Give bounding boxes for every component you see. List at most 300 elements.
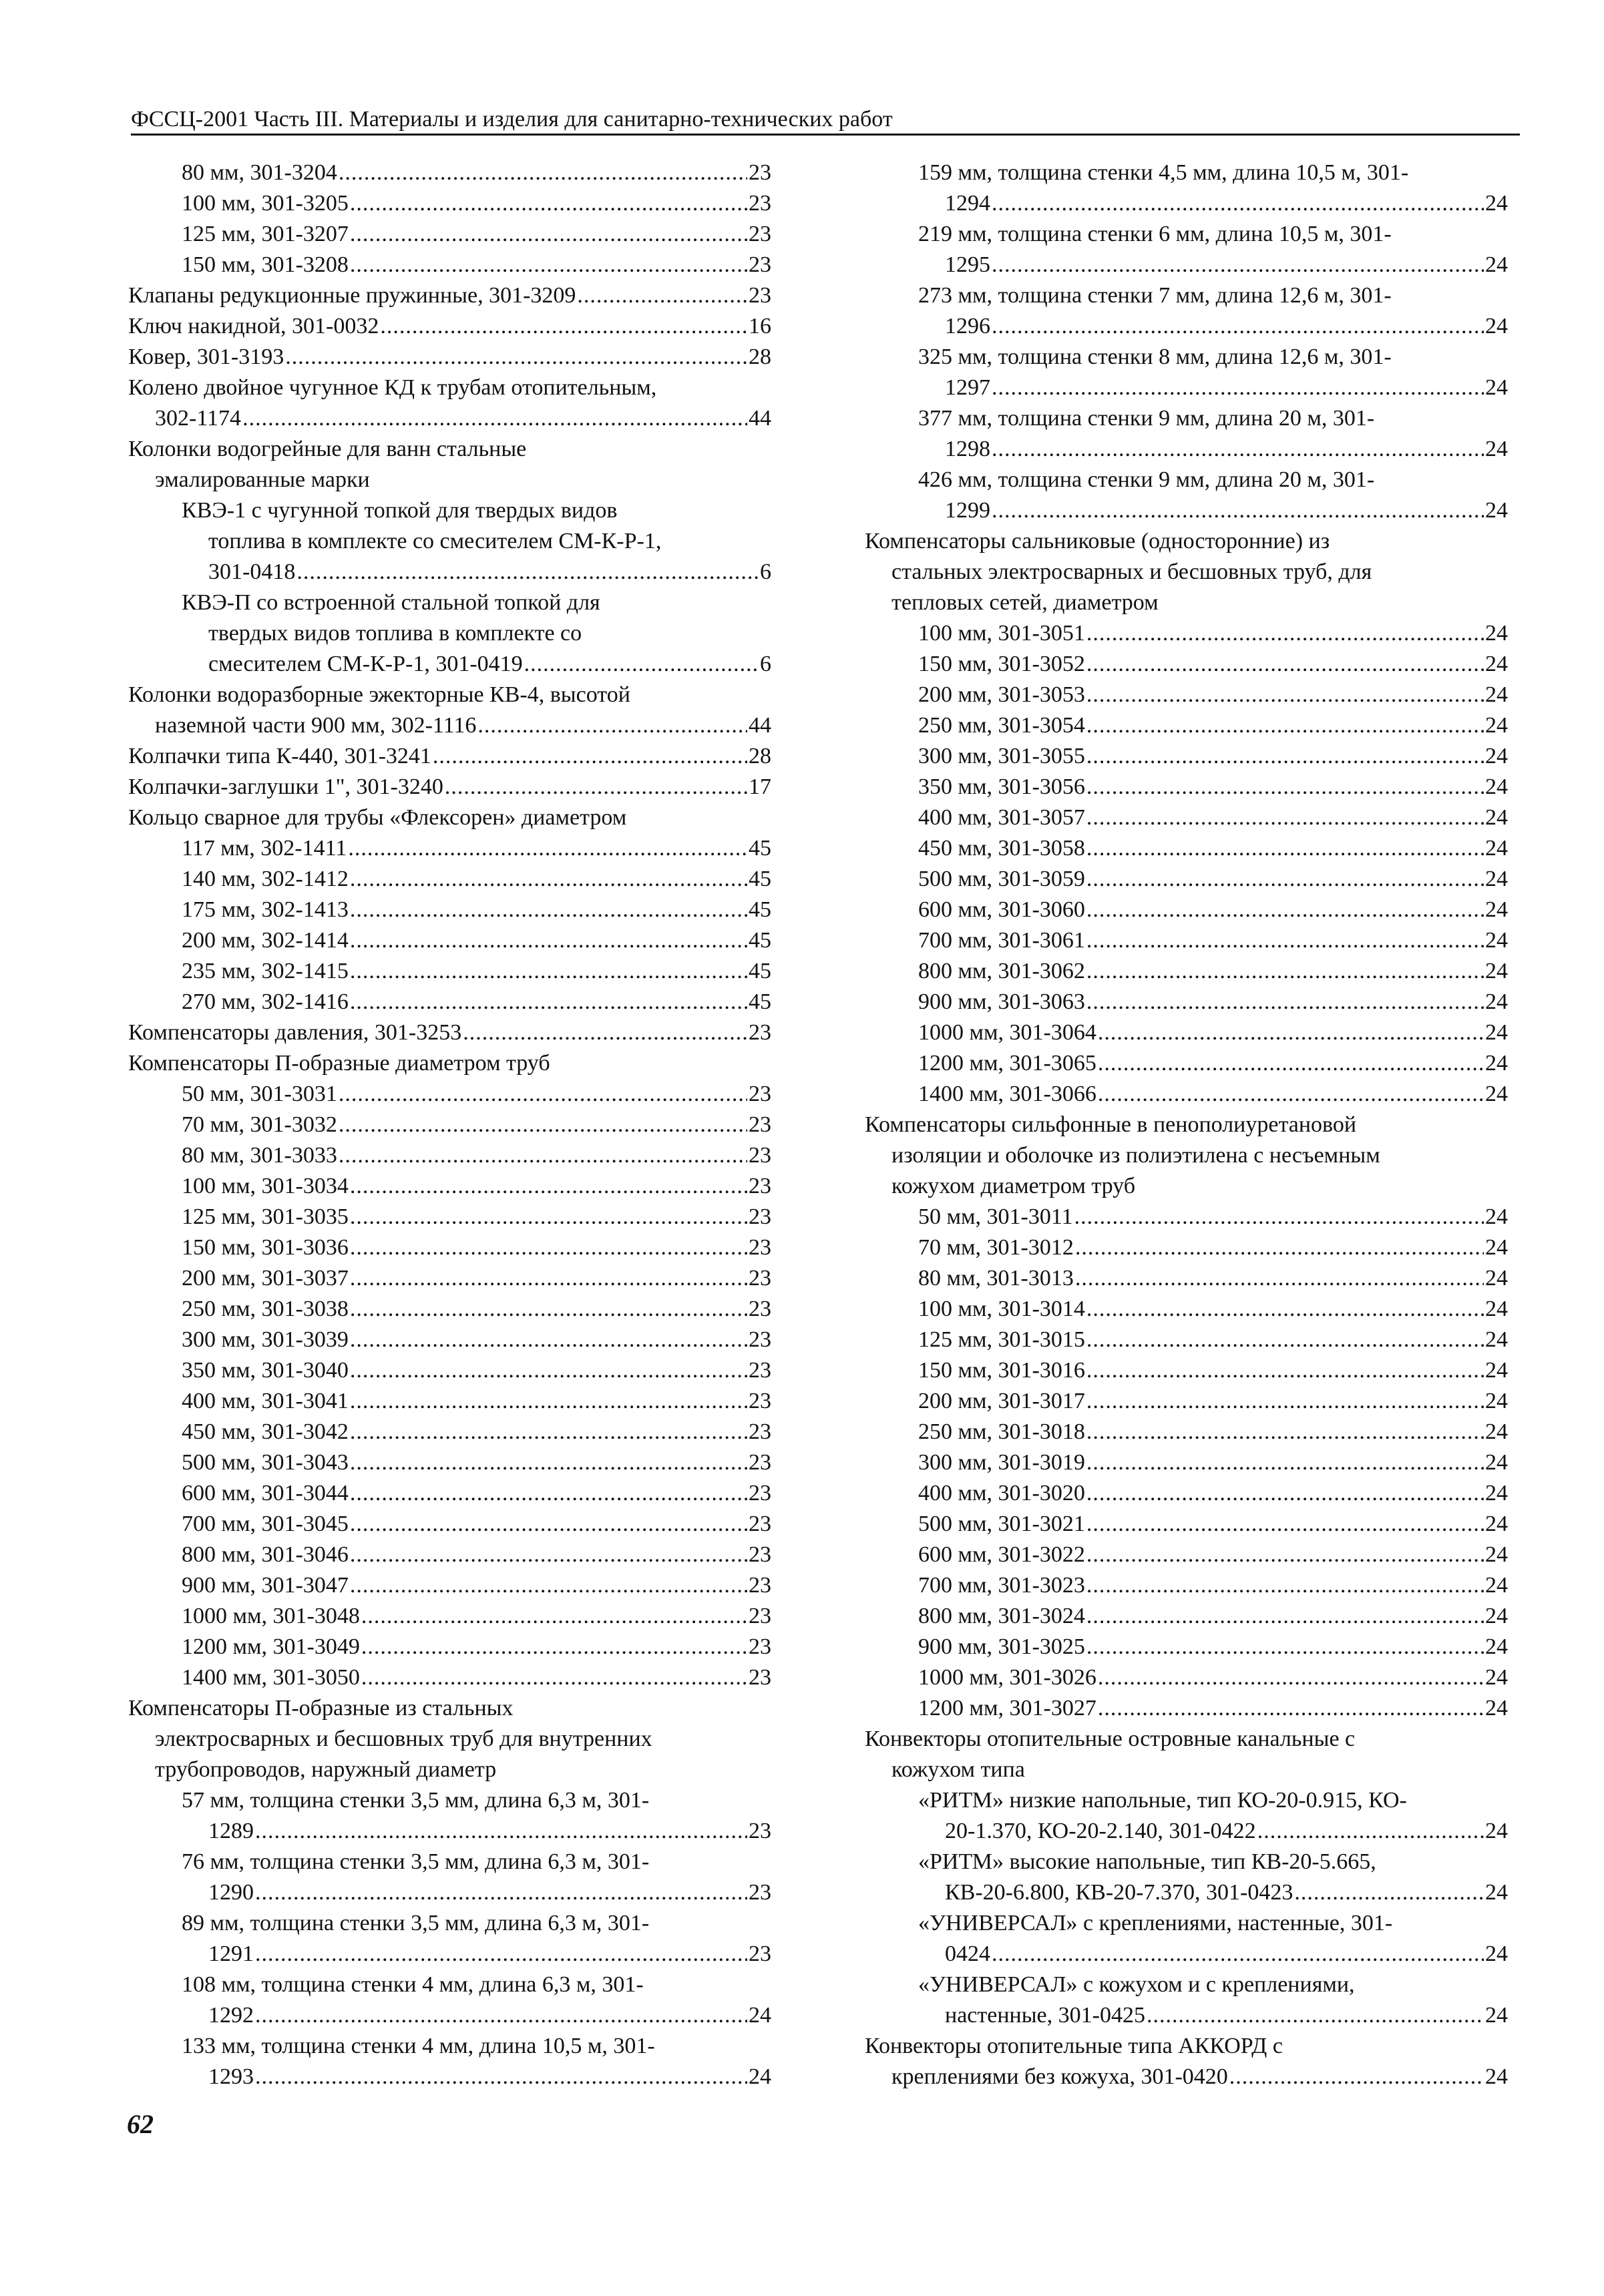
dot-leader <box>242 403 747 434</box>
index-entry <box>128 1048 771 1079</box>
entry-page: 23 <box>749 1604 771 1628</box>
dot-leader <box>350 987 747 1017</box>
entry-page: 24 <box>749 2003 771 2028</box>
dot-leader <box>350 1570 747 1601</box>
index-entry <box>865 158 1508 188</box>
entry-text: 133 мм, толщина стенки 4 мм, длина 10,5 м, 301- <box>182 2034 655 2058</box>
entry-page: 24 <box>1485 621 1508 646</box>
dot-leader <box>350 1447 747 1478</box>
entry-text: Кольцо сварное для трубы «Флексорен» диаметром <box>128 805 627 830</box>
dot-leader <box>350 956 747 987</box>
entry-page: 24 <box>1485 1266 1508 1291</box>
index-entry <box>865 618 1508 649</box>
entry-text: Колонки водоразборные эжекторные КВ-4, высотой <box>128 682 630 707</box>
index-entry <box>865 2062 1508 2092</box>
dot-leader <box>1086 1509 1484 1540</box>
entry-text: 900 мм, 301-3047 <box>182 1573 349 1598</box>
entry-text: КВЭ-П со встроенной стальной топкой для <box>182 590 600 615</box>
index-entry <box>865 680 1508 710</box>
entry-page: 24 <box>1485 1204 1508 1229</box>
index-entry <box>128 403 771 434</box>
index-entry <box>865 1877 1508 1908</box>
dot-leader <box>1098 1693 1484 1724</box>
index-entry <box>128 1232 771 1263</box>
entry-text: 500 мм, 301-3059 <box>918 867 1085 891</box>
entry-text: КВ-20-6.800, КВ-20-7.370, 301-0423 <box>945 1880 1293 1905</box>
entry-text: Колпачки-заглушки 1", 301-3240 <box>128 774 443 799</box>
index-entry <box>128 588 771 618</box>
entry-text: 200 мм, 301-3053 <box>918 682 1085 707</box>
entry-text: 250 мм, 301-3054 <box>918 713 1085 738</box>
index-entry <box>128 1325 771 1355</box>
dot-leader <box>433 741 747 772</box>
dot-leader <box>1257 1816 1484 1847</box>
entry-text: 150 мм, 301-3208 <box>182 252 349 277</box>
entry-text: 377 мм, толщина стенки 9 мм, длина 20 м, 301- <box>918 406 1375 431</box>
index-entry <box>865 1294 1508 1325</box>
entry-text: 400 мм, 301-3020 <box>918 1481 1085 1506</box>
entry-page: 24 <box>1485 774 1508 799</box>
dot-leader <box>1086 1355 1484 1386</box>
index-entry <box>128 864 771 895</box>
entry-text: «УНИВЕРСАЛ» с креплениями, настенные, 301- <box>918 1911 1393 1935</box>
entry-text: 159 мм, толщина стенки 4,5 мм, длина 10,5 м, 301- <box>918 160 1409 185</box>
entry-text: Клапаны редукционные пружинные, 301-3209 <box>128 283 576 308</box>
entry-text: 301-0418 <box>208 559 296 584</box>
index-entry <box>128 987 771 1017</box>
dot-leader <box>1086 895 1484 925</box>
entry-text: 175 мм, 302-1413 <box>182 897 349 922</box>
entry-page: 24 <box>1485 1604 1508 1628</box>
entry-page: 24 <box>1485 682 1508 707</box>
dot-leader <box>1074 1202 1484 1232</box>
dot-leader <box>1098 1079 1484 1110</box>
page-number: 62 <box>127 2109 154 2139</box>
entry-text: 200 мм, 301-3037 <box>182 1266 349 1291</box>
dot-leader <box>350 1232 747 1263</box>
entry-page: 23 <box>749 1542 771 1567</box>
entry-page: 23 <box>749 222 771 246</box>
dot-leader <box>1086 680 1484 710</box>
entry-text: электросварных и бесшовных труб для внутренних <box>155 1727 652 1751</box>
index-entry <box>128 526 771 557</box>
entry-text: 600 мм, 301-3060 <box>918 897 1085 922</box>
entry-text: 1400 мм, 301-3050 <box>182 1665 360 1690</box>
entry-page: 23 <box>749 160 771 185</box>
index-entry <box>865 1232 1508 1263</box>
index-entry <box>128 772 771 802</box>
entry-page: 23 <box>749 1573 771 1598</box>
dot-leader <box>1086 1632 1484 1662</box>
dot-leader <box>255 2062 747 2092</box>
entry-page: 24 <box>1485 897 1508 922</box>
dot-leader <box>992 311 1484 342</box>
entry-page: 24 <box>1485 1819 1508 1843</box>
index-entry <box>865 526 1508 557</box>
entry-text: 350 мм, 301-3040 <box>182 1358 349 1383</box>
entry-page: 23 <box>749 1204 771 1229</box>
entry-text: 150 мм, 301-3052 <box>918 652 1085 676</box>
entry-page: 23 <box>749 1941 771 1966</box>
dot-leader <box>1294 1877 1484 1908</box>
index-entry <box>865 1908 1508 1939</box>
entry-text: 125 мм, 301-3207 <box>182 222 349 246</box>
dot-leader <box>1086 1570 1484 1601</box>
dot-leader <box>1075 1232 1484 1263</box>
dot-leader <box>350 925 747 956</box>
index-entry <box>865 802 1508 833</box>
entry-text: 1290 <box>208 1880 254 1905</box>
entry-text: 325 мм, толщина стенки 8 мм, длина 12,6 м, 301- <box>918 345 1392 369</box>
entry-text: 1000 мм, 301-3048 <box>182 1604 360 1628</box>
entry-text: тепловых сетей, диаметром <box>891 590 1159 615</box>
index-entry <box>128 1447 771 1478</box>
entry-text: КВЭ-1 с чугунной топкой для твердых видов <box>182 498 618 523</box>
dot-leader <box>463 1017 747 1048</box>
dot-leader <box>1086 649 1484 680</box>
dot-leader <box>296 557 759 588</box>
index-entry <box>128 280 771 311</box>
entry-text: 270 мм, 302-1416 <box>182 989 349 1014</box>
entry-page: 24 <box>1485 1512 1508 1536</box>
index-entry <box>865 1847 1508 1877</box>
index-entry <box>128 2062 771 2092</box>
dot-leader <box>255 1939 747 1970</box>
entry-page: 23 <box>749 1327 771 1352</box>
index-entry <box>865 1202 1508 1232</box>
entry-page: 24 <box>1485 1696 1508 1720</box>
entry-text: Компенсаторы П-образные диаметром труб <box>128 1051 550 1076</box>
entry-page: 44 <box>749 406 771 431</box>
entry-page: 23 <box>749 1143 771 1168</box>
entry-text: 100 мм, 301-3205 <box>182 191 349 216</box>
entry-page: 24 <box>1485 252 1508 277</box>
index-entry <box>865 649 1508 680</box>
dot-leader <box>1086 741 1484 772</box>
index-entry <box>128 956 771 987</box>
index-entry <box>865 1570 1508 1601</box>
dot-leader <box>1086 802 1484 833</box>
entry-page: 16 <box>749 314 771 338</box>
index-entry <box>865 588 1508 618</box>
entry-text: топлива в комплекте со смесителем СМ-К-Р-1, <box>208 529 662 553</box>
index-entry <box>128 465 771 495</box>
entry-text: 1000 мм, 301-3064 <box>918 1020 1096 1045</box>
index-entry <box>128 1877 771 1908</box>
entry-page: 45 <box>749 836 771 861</box>
entry-page: 45 <box>749 897 771 922</box>
entry-page: 24 <box>1485 1665 1508 1690</box>
index-entry <box>865 403 1508 434</box>
dot-leader <box>350 864 747 895</box>
entry-page: 23 <box>749 283 771 308</box>
entry-text: 1298 <box>945 437 990 461</box>
index-entry <box>865 1632 1508 1662</box>
index-entry <box>865 1509 1508 1540</box>
index-entry <box>128 219 771 250</box>
index-entry <box>128 1017 771 1048</box>
entry-page: 24 <box>1485 191 1508 216</box>
index-entry <box>128 895 771 925</box>
dot-leader <box>339 1140 747 1171</box>
index-entry <box>128 1632 771 1662</box>
entry-text: Конвекторы отопительные островные канальные с <box>865 1727 1356 1751</box>
dot-leader <box>255 1816 747 1847</box>
dot-leader <box>992 1939 1484 1970</box>
entry-text: 50 мм, 301-3031 <box>182 1082 337 1106</box>
dot-leader <box>992 250 1484 280</box>
entry-page: 23 <box>749 1082 771 1106</box>
entry-page: 44 <box>749 713 771 738</box>
entry-text: кожухом типа <box>891 1757 1025 1782</box>
dot-leader <box>1086 925 1484 956</box>
index-entry <box>865 219 1508 250</box>
index-entry <box>128 1693 771 1724</box>
entry-text: 900 мм, 301-3063 <box>918 989 1085 1014</box>
index-entry <box>865 1140 1508 1171</box>
index-entry <box>128 373 771 403</box>
dot-leader <box>992 188 1484 219</box>
entry-page: 24 <box>1485 2064 1508 2089</box>
dot-leader <box>361 1662 747 1693</box>
entry-text: 125 мм, 301-3015 <box>918 1327 1085 1352</box>
entry-text: 200 мм, 302-1414 <box>182 928 349 953</box>
entry-page: 6 <box>760 652 771 676</box>
entry-text: Колено двойное чугунное КД к трубам отопительным, <box>128 375 657 400</box>
entry-text: 1295 <box>945 252 990 277</box>
index-entry <box>865 1079 1508 1110</box>
index-entry <box>128 1079 771 1110</box>
index-entry <box>128 1140 771 1171</box>
index-entry <box>128 311 771 342</box>
entry-text: креплениями без кожуха, 301-0420 <box>891 2064 1228 2089</box>
entry-text: 800 мм, 301-3024 <box>918 1604 1085 1628</box>
index-entry <box>865 495 1508 526</box>
index-entry <box>865 1785 1508 1816</box>
dot-leader <box>350 1263 747 1294</box>
dot-leader <box>285 342 747 373</box>
dot-leader <box>339 158 747 188</box>
dot-leader <box>1098 1048 1484 1079</box>
dot-leader <box>577 280 747 311</box>
index-entry <box>128 495 771 526</box>
entry-page: 24 <box>1485 1880 1508 1905</box>
index-entry <box>865 1540 1508 1570</box>
dot-leader <box>348 833 747 864</box>
entry-text: 235 мм, 302-1415 <box>182 959 349 983</box>
entry-text: 140 мм, 302-1412 <box>182 867 349 891</box>
entry-text: 70 мм, 301-3032 <box>182 1112 337 1137</box>
entry-text: твердых видов топлива в комплекте со <box>208 621 582 646</box>
index-entry <box>865 1816 1508 1847</box>
dot-leader <box>445 772 747 802</box>
entry-text: смесителем СМ-К-Р-1, 301-0419 <box>208 652 523 676</box>
entry-page: 24 <box>1485 744 1508 768</box>
dot-leader <box>350 1294 747 1325</box>
index-entry <box>128 1355 771 1386</box>
entry-page: 24 <box>749 2064 771 2089</box>
entry-page: 23 <box>749 1880 771 1905</box>
index-entry <box>865 1171 1508 1202</box>
dot-leader <box>361 1601 747 1632</box>
index-entry <box>865 864 1508 895</box>
dot-leader <box>992 495 1484 526</box>
entry-page: 28 <box>749 744 771 768</box>
entry-text: 150 мм, 301-3016 <box>918 1358 1085 1383</box>
index-entry <box>128 1478 771 1509</box>
dot-leader <box>380 311 747 342</box>
entry-text: 700 мм, 301-3045 <box>182 1512 349 1536</box>
index-entry <box>865 188 1508 219</box>
entry-text: 20-1.370, КО-20-2.140, 301-0422 <box>945 1819 1256 1843</box>
entry-page: 24 <box>1485 437 1508 461</box>
entry-text: 1000 мм, 301-3026 <box>918 1665 1096 1690</box>
entry-text: 80 мм, 301-3204 <box>182 160 337 185</box>
index-entry <box>128 188 771 219</box>
entry-page: 23 <box>749 1112 771 1137</box>
entry-page: 23 <box>749 1419 771 1444</box>
index-entry <box>128 802 771 833</box>
entry-text: 400 мм, 301-3041 <box>182 1389 349 1413</box>
index-entry <box>865 1110 1508 1140</box>
entry-page: 24 <box>1485 867 1508 891</box>
index-entry <box>128 833 771 864</box>
entry-text: 800 мм, 301-3062 <box>918 959 1085 983</box>
entry-page: 6 <box>760 559 771 584</box>
index-entry <box>128 557 771 588</box>
dot-leader <box>1086 864 1484 895</box>
entry-text: 600 мм, 301-3044 <box>182 1481 349 1506</box>
entry-text: 1297 <box>945 375 990 400</box>
entry-page: 24 <box>1485 1573 1508 1598</box>
dot-leader <box>350 895 747 925</box>
entry-text: 1294 <box>945 191 990 216</box>
entry-text: 1289 <box>208 1819 254 1843</box>
dot-leader <box>350 1417 747 1447</box>
dot-leader <box>1086 1417 1484 1447</box>
entry-text: 700 мм, 301-3023 <box>918 1573 1085 1598</box>
entry-text: трубопроводов, наружный диаметр <box>155 1757 497 1782</box>
index-entry <box>128 1294 771 1325</box>
index-entry <box>865 1970 1508 2000</box>
entry-page: 45 <box>749 989 771 1014</box>
entry-text: изоляции и оболочке из полиэтилена с несъемным <box>891 1143 1380 1168</box>
index-entry <box>128 1202 771 1232</box>
entry-page: 24 <box>1485 2003 1508 2028</box>
entry-page: 24 <box>1485 375 1508 400</box>
entry-text: 200 мм, 301-3017 <box>918 1389 1085 1413</box>
entry-page: 24 <box>1485 1481 1508 1506</box>
index-entry <box>865 710 1508 741</box>
dot-leader <box>992 434 1484 465</box>
entry-text: 1200 мм, 301-3027 <box>918 1696 1096 1720</box>
entry-page: 45 <box>749 867 771 891</box>
dot-leader <box>1086 1325 1484 1355</box>
index-entry <box>865 1724 1508 1755</box>
entry-text: Компенсаторы П-образные из стальных <box>128 1696 514 1720</box>
dot-leader <box>1147 2000 1484 2031</box>
entry-page: 28 <box>749 345 771 369</box>
entry-text: 800 мм, 301-3046 <box>182 1542 349 1567</box>
index-entry <box>865 1478 1508 1509</box>
entry-page: 23 <box>749 1512 771 1536</box>
entry-text: 250 мм, 301-3018 <box>918 1419 1085 1444</box>
entry-page: 23 <box>749 1450 771 1475</box>
dot-leader <box>1086 1447 1484 1478</box>
entry-text: 100 мм, 301-3014 <box>918 1297 1085 1321</box>
index-entry <box>128 680 771 710</box>
index-entry <box>865 1601 1508 1632</box>
entry-text: 80 мм, 301-3013 <box>918 1266 1074 1291</box>
dot-leader <box>350 1171 747 1202</box>
dot-leader <box>361 1632 747 1662</box>
dot-leader <box>255 1877 747 1908</box>
dot-leader <box>1086 1386 1484 1417</box>
index-entry <box>865 1355 1508 1386</box>
dot-leader <box>339 1079 747 1110</box>
entry-text: 300 мм, 301-3019 <box>918 1450 1085 1475</box>
entry-text: 1291 <box>208 1941 254 1966</box>
index-entry <box>128 1171 771 1202</box>
entry-page: 23 <box>749 1819 771 1843</box>
entry-text: 108 мм, толщина стенки 4 мм, длина 6,3 м, 301- <box>182 1972 644 1997</box>
index-entry <box>865 772 1508 802</box>
entry-text: 400 мм, 301-3057 <box>918 805 1085 830</box>
entry-page: 24 <box>1485 1358 1508 1383</box>
entry-page: 24 <box>1485 1297 1508 1321</box>
dot-leader <box>339 1110 747 1140</box>
index-entry <box>128 1540 771 1570</box>
entry-page: 24 <box>1485 652 1508 676</box>
entry-text: «УНИВЕРСАЛ» с кожухом и с креплениями, <box>918 1972 1355 1997</box>
dot-leader <box>350 219 747 250</box>
entry-page: 23 <box>749 1634 771 1659</box>
index-entry <box>128 1417 771 1447</box>
entry-page: 24 <box>1485 1235 1508 1260</box>
entry-text: 50 мм, 301-3011 <box>918 1204 1073 1229</box>
entry-text: Ключ накидной, 301-0032 <box>128 314 379 338</box>
entry-page: 45 <box>749 928 771 953</box>
entry-text: 450 мм, 301-3058 <box>918 836 1085 861</box>
index-entry <box>128 1386 771 1417</box>
entry-text: Колпачки типа К-440, 301-3241 <box>128 744 431 768</box>
index-entry <box>865 1417 1508 1447</box>
index-entry <box>128 1939 771 1970</box>
index-entry <box>865 1939 1508 1970</box>
entry-text: 1200 мм, 301-3065 <box>918 1051 1096 1076</box>
entry-text: 600 мм, 301-3022 <box>918 1542 1085 1567</box>
index-entry <box>128 1908 771 1939</box>
dot-leader <box>1086 618 1484 649</box>
entry-text: 1293 <box>208 2064 254 2089</box>
entry-text: 300 мм, 301-3039 <box>182 1327 349 1352</box>
index-entry <box>865 280 1508 311</box>
entry-text: 100 мм, 301-3034 <box>182 1174 349 1198</box>
dot-leader <box>1086 987 1484 1017</box>
index-entry <box>128 2000 771 2031</box>
index-entry <box>128 158 771 188</box>
index-entry <box>865 1662 1508 1693</box>
index-entry <box>128 2031 771 2062</box>
dot-leader <box>350 1509 747 1540</box>
index-entry <box>865 1048 1508 1079</box>
entry-text: «РИТМ» низкие напольные, тип КО-20-0.915, КО- <box>918 1788 1407 1813</box>
entry-page: 24 <box>1485 1389 1508 1413</box>
index-entry <box>865 311 1508 342</box>
dot-leader <box>350 1540 747 1570</box>
entry-page: 23 <box>749 1297 771 1321</box>
index-entry <box>865 2000 1508 2031</box>
